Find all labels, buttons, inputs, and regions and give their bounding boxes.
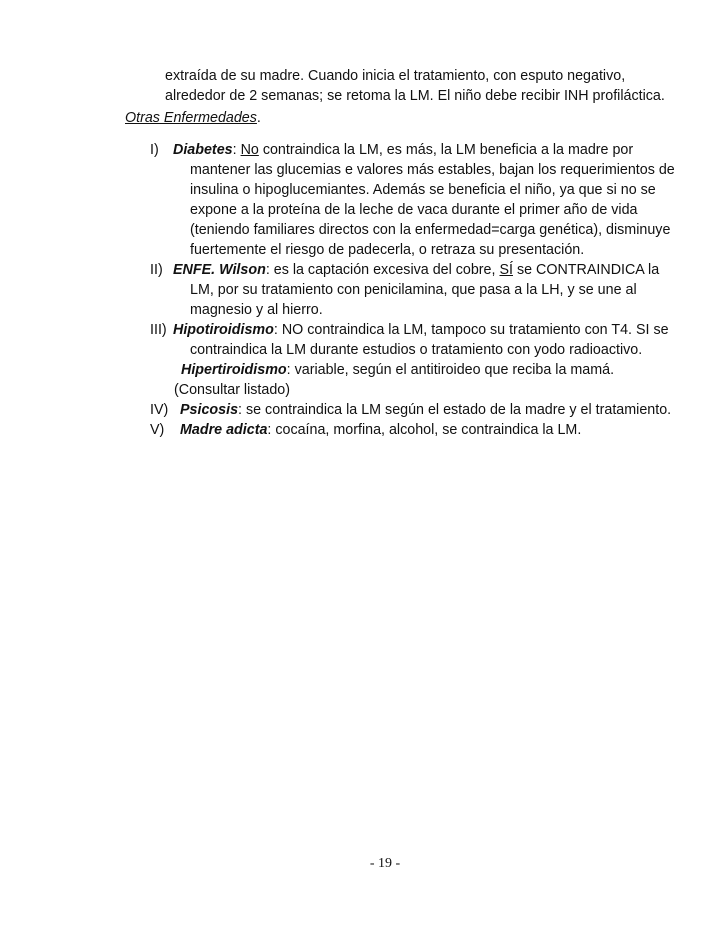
list-numeral: III) [150,322,167,338]
diabetes-line-2: mantener las glucemias e valores más estables, bajan los requerimientos de [190,162,675,178]
list-item-diabetes [173,140,633,160]
list-numeral: I) [150,142,159,158]
section-title: Otras Enfermedades [125,110,257,126]
underlined-no: No [240,142,259,158]
list-numeral: II) [150,262,163,278]
term-wilson: ENFE. Wilson [173,262,266,278]
wilson-line-3: magnesio y al hierro. [190,302,323,318]
section-title-period: . [256,110,261,126]
list-numeral: V) [150,422,165,438]
list-item-psicosis [180,400,671,420]
list-item-hipotiroidismo [173,320,669,340]
wilson-line-2: LM, por su tratamiento con penicilamina, que pasa a la LH, y se une al [190,282,637,298]
continuation-line-2: alrededor de 2 semanas; se retoma la LM. El niño debe recibir INH profiláctica. [165,88,665,104]
page-number: - 19 - [369,856,401,871]
term-diabetes: Diabetes [173,142,233,158]
diabetes-line-3: insulina o hipoglucemiantes. Además se beneficia el niño, ya que si no se [190,182,656,198]
list-item-madre-adicta [180,420,581,440]
diabetes-line-4: expone a la proteína de la leche de vaca durante el primer año de vida [190,202,638,218]
list-numeral: IV) [150,402,169,418]
hipertiroidismo-line [181,360,614,380]
wilson-text-b: se CONTRAINDICA la [512,262,660,278]
diabetes-first-line-text: contraindica la LM, es más, la LM beneficia a la madre por [258,142,634,158]
hipotiroidismo-line-2: contraindica la LM durante estudios o tratamiento con yodo radioactivo. [190,342,643,358]
underlined-si: SÍ [499,262,513,278]
diabetes-line-5: (teniendo familiares directos con la enfermedad=carga genética), disminuye [190,222,671,238]
psicosis-text: : se contraindica la LM según el estado de la madre y el tratamiento. [238,402,672,418]
term-psicosis: Psicosis [180,402,239,418]
term-madre-adicta: Madre adicta [180,422,268,438]
consultar-listado-note: (Consultar listado) [174,382,291,398]
madre-adicta-text: : cocaína, morfina, alcohol, se contraindica la LM. [267,422,582,438]
wilson-text-a: : es la captación excesiva del cobre, [265,262,500,278]
hipotiroidismo-first-line-text: : NO contraindica la LM, tampoco su tratamiento con T4. SI se [273,322,669,338]
term-hipertiroidismo: Hipertiroidismo [181,362,287,378]
section-heading [125,108,261,128]
list-item-wilson [173,260,659,280]
term-hipotiroidismo: Hipotiroidismo [173,322,274,338]
diabetes-line-6: fuertemente el riesgo de padecerla, o retraza su presentación. [190,242,585,258]
hipertiroidismo-text: : variable, según el antitiroideo que reciba la mamá. [286,362,615,378]
term-colon: : [232,142,241,158]
continuation-line-1: extraída de su madre. Cuando inicia el tratamiento, con esputo negativo, [165,68,626,84]
